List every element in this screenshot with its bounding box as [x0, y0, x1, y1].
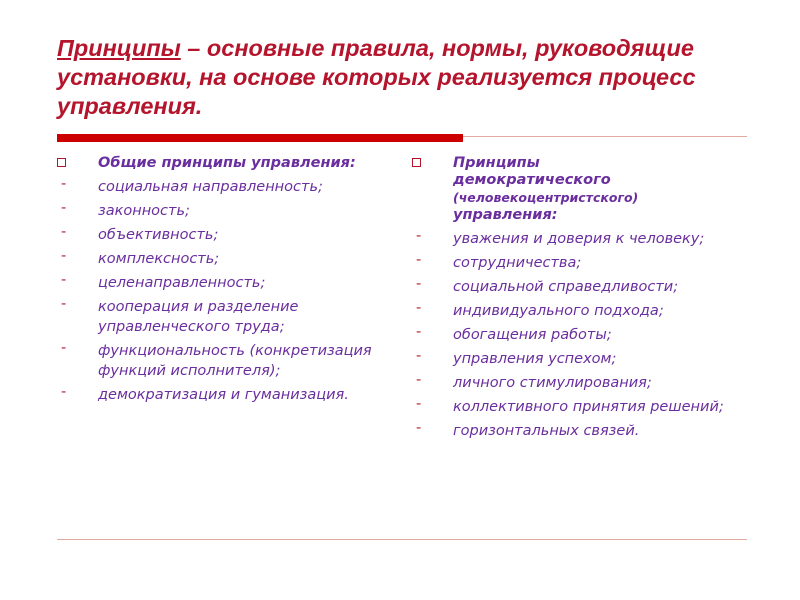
list-item — [412, 324, 757, 344]
dash-bullet-icon: - — [416, 420, 422, 436]
dash-bullet-icon: - — [61, 296, 67, 312]
list-item-text: обогащения работы; — [453, 327, 612, 343]
list-item — [412, 252, 757, 272]
dash-bullet-icon: - — [416, 228, 422, 244]
general-principles-list — [57, 176, 387, 404]
list-item-text: демократизация и гуманизация. — [98, 387, 349, 403]
list-item-text: социальной справедливости; — [453, 279, 679, 295]
heading-line: Принципы — [453, 155, 540, 171]
list-item-text: функциональность (конкретизация функций исполнителя); — [98, 343, 372, 379]
title-lead: Принципы — [57, 35, 181, 61]
democratic-principles-heading — [453, 155, 757, 224]
list-item-text: комплексность; — [98, 251, 220, 267]
dash-bullet-icon: - — [416, 348, 422, 364]
dash-bullet-icon: - — [61, 200, 67, 216]
general-principles-column — [57, 155, 387, 404]
heading-line: управления: — [453, 207, 558, 223]
democratic-principles-list — [412, 228, 757, 440]
list-item-text: коллективного принятия решений; — [453, 399, 724, 415]
list-item — [412, 372, 757, 392]
list-item-text: уважения и доверия к человеку; — [453, 231, 705, 247]
list-item-text: сотрудничества; — [453, 255, 582, 271]
dash-bullet-icon: - — [61, 340, 67, 356]
heading-line-small: (человекоцентристского) — [453, 190, 639, 205]
general-principles-heading-row — [57, 155, 387, 172]
footer-divider — [57, 539, 747, 540]
dash-bullet-icon: - — [416, 276, 422, 292]
general-principles-heading: Общие принципы управления: — [98, 155, 356, 171]
dash-bullet-icon: - — [61, 272, 67, 288]
democratic-principles-heading-row — [412, 155, 757, 224]
list-item — [412, 228, 757, 248]
list-item-text: целенаправленность; — [98, 275, 266, 291]
list-item-text: управления успехом; — [453, 351, 617, 367]
list-item — [57, 200, 387, 220]
list-item — [57, 224, 387, 244]
list-item-text: законность; — [98, 203, 190, 219]
list-item-text: индивидуального подхода; — [453, 303, 664, 319]
slide-title — [57, 34, 777, 121]
dash-bullet-icon: - — [61, 248, 67, 264]
heading-line: демократического — [453, 172, 611, 188]
list-item — [57, 248, 387, 268]
list-item — [57, 384, 387, 404]
list-item-text: объективность; — [98, 227, 219, 243]
title-divider-accent — [57, 134, 463, 142]
dash-bullet-icon: - — [61, 224, 67, 240]
list-item — [412, 300, 757, 320]
democratic-principles-column — [412, 155, 757, 440]
list-item-text: социальная направленность; — [98, 179, 323, 195]
list-item-text: кооперация и разделение управленческого труда; — [98, 299, 299, 335]
dash-bullet-icon: - — [416, 300, 422, 316]
list-item — [57, 176, 387, 196]
square-bullet-icon — [412, 158, 421, 167]
dash-bullet-icon: - — [416, 252, 422, 268]
dash-bullet-icon: - — [416, 324, 422, 340]
list-item — [412, 348, 757, 368]
square-bullet-icon — [57, 158, 66, 167]
dash-bullet-icon: - — [416, 372, 422, 388]
dash-bullet-icon: - — [416, 396, 422, 412]
list-item — [412, 420, 757, 440]
dash-bullet-icon: - — [61, 176, 67, 192]
list-item-text: горизонтальных связей. — [453, 423, 640, 439]
list-item — [412, 276, 757, 296]
list-item-text: личного стимулирования; — [453, 375, 652, 391]
dash-bullet-icon: - — [61, 384, 67, 400]
list-item — [57, 272, 387, 292]
title-rest: – основные правила, нормы, руководящие установки, на основе которых реализуется процесс управления. — [57, 35, 696, 119]
list-item — [412, 396, 757, 416]
list-item — [57, 340, 387, 380]
list-item — [57, 296, 387, 336]
